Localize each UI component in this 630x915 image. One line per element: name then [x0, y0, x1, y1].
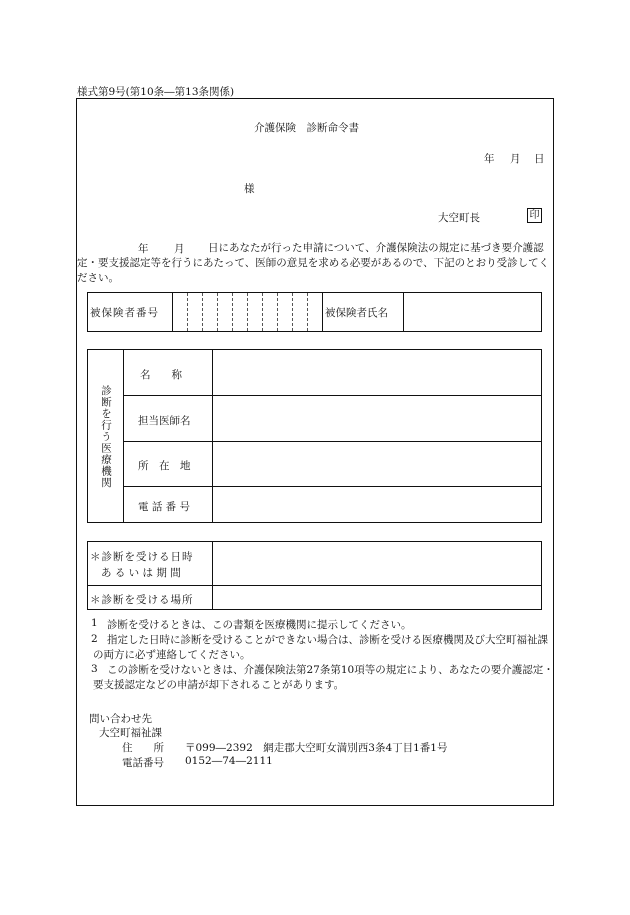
schedule-period-label: あ る い は 期 間 — [101, 567, 181, 579]
note-2-number: 2 — [91, 633, 98, 645]
intro-year: 年 — [138, 243, 149, 255]
schedule-place-label: ＊診断を受ける場所 — [90, 594, 194, 606]
issuer-name: 大空町長 — [438, 212, 480, 224]
date-year-label: 年 — [484, 153, 495, 165]
document-title: 介護保険 診断命令書 — [254, 122, 359, 134]
contact-phone: 0152―74―2111 — [185, 755, 273, 767]
intro-month: 月 — [174, 243, 185, 255]
addressee-suffix: 様 — [244, 183, 255, 195]
schedule-datetime-label: ＊診断を受ける日時 — [90, 551, 194, 563]
note-3-number: 3 — [91, 663, 98, 675]
seal-stamp: 印 — [527, 208, 542, 223]
institution-phone-label: 電 話 番 号 — [138, 501, 191, 513]
intro-paragraph: 日にあなたが行った申請について、介護保険法の規定に基づき要介護認定・要支援認定等を行うにあたって、医師の意見を求める必要があるので、下記のとおり受診してください。 — [77, 242, 550, 284]
contact-phone-label: 電話番号 — [122, 757, 164, 769]
institution-group-label: 診断を行う医療機関 — [100, 385, 112, 489]
institution-doctor-label: 担当医師名 — [138, 415, 191, 427]
note-1-text: 診断を受けるときは、この書類を医療機関に提示してください。 — [107, 619, 412, 631]
institution-address-label: 所 在 地 — [138, 460, 191, 472]
contact-heading: 問い合わせ先 — [89, 713, 152, 725]
form-reference: 様式第9号(第10条―第13条関係) — [77, 86, 235, 98]
date-month-label: 月 — [510, 153, 521, 165]
insured-number-label: 被保険者番号 — [90, 307, 159, 319]
note-2-text: 指定した日時に診断を受けることができない場合は、診断を受ける医療機関及び大空町福祉課の両方に必ず連絡してください。 — [93, 634, 548, 661]
note-1-number: 1 — [91, 617, 98, 629]
contact-department: 大空町福祉課 — [99, 727, 162, 739]
contact-address: 〒099―2392 網走郡大空町女満別西3条4丁目1番1号 — [185, 742, 448, 754]
note-3-text: この診断を受けないときは、介護保険法第27条第10項等の規定により、あなたの要介護認定・要支援認定などの申請が却下されることがあります。 — [93, 664, 554, 691]
contact-address-label: 住 所 — [122, 742, 164, 754]
insured-name-label: 被保険者氏名 — [325, 307, 388, 319]
institution-name-label: 名 称 — [140, 369, 182, 381]
date-day-label: 日 — [534, 153, 545, 165]
